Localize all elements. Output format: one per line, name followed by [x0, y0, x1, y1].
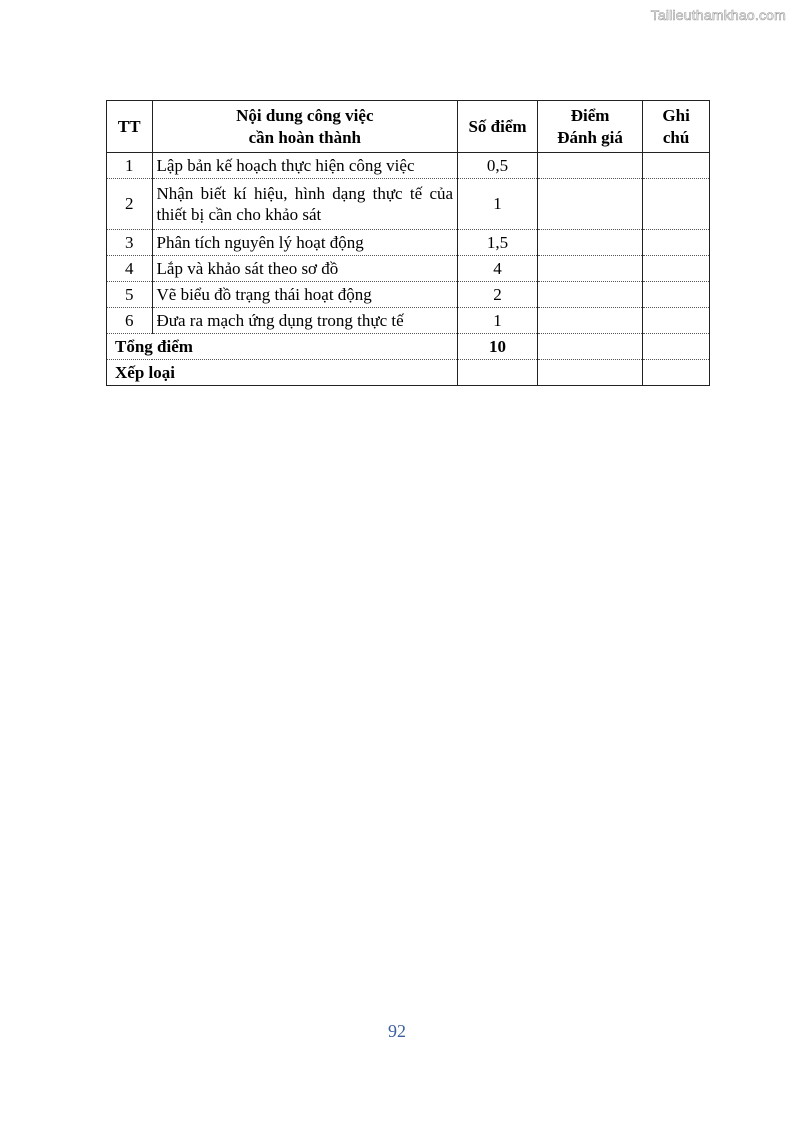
row-evaluation [537, 282, 642, 308]
row-content: Đưa ra mạch ứng dụng trong thực tế [152, 308, 458, 334]
row-index: 6 [107, 308, 153, 334]
row-points: 0,5 [458, 153, 538, 179]
row-evaluation [537, 256, 642, 282]
row-evaluation [537, 308, 642, 334]
total-label: Tổng điểm [107, 334, 458, 360]
grade-points [458, 360, 538, 386]
total-note [643, 334, 710, 360]
total-row [107, 334, 710, 360]
row-note [643, 282, 710, 308]
header-content [152, 101, 458, 153]
row-note [643, 179, 710, 230]
row-note [643, 308, 710, 334]
table-row [107, 256, 710, 282]
header-note-line1: Ghi [662, 106, 690, 126]
row-content: Nhận biết kí hiệu, hình dạng thực tế của thiết bị cần cho khảo sát [152, 179, 458, 230]
row-points: 4 [458, 256, 538, 282]
table-header-row [107, 101, 710, 153]
header-tt: TT [107, 101, 153, 153]
header-points: Số điểm [458, 101, 538, 153]
row-evaluation [537, 153, 642, 179]
header-note [643, 101, 710, 153]
header-eval-line1: Điểm [570, 106, 610, 126]
header-note-line2: chú [662, 127, 690, 147]
row-content: Phân tích nguyên lý hoạt động [152, 230, 458, 256]
grade-label: Xếp loại [107, 360, 458, 386]
row-index: 3 [107, 230, 153, 256]
row-evaluation [537, 230, 642, 256]
row-note [643, 230, 710, 256]
total-evaluation [537, 334, 642, 360]
row-points: 1 [458, 308, 538, 334]
row-points: 2 [458, 282, 538, 308]
header-evaluation [537, 101, 642, 153]
row-points: 1,5 [458, 230, 538, 256]
row-index: 4 [107, 256, 153, 282]
row-points: 1 [458, 179, 538, 230]
grade-evaluation [537, 360, 642, 386]
table-row [107, 153, 710, 179]
header-eval-line2: Đánh giá [557, 127, 623, 147]
grade-note [643, 360, 710, 386]
grade-row [107, 360, 710, 386]
row-index: 2 [107, 179, 153, 230]
row-note [643, 153, 710, 179]
row-index: 5 [107, 282, 153, 308]
page-number: 92 [388, 1021, 406, 1041]
watermark: Tailieuthamkhao.com [650, 7, 786, 23]
row-note [643, 256, 710, 282]
total-points: 10 [458, 334, 538, 360]
table-row [107, 308, 710, 334]
evaluation-table [106, 100, 710, 386]
header-content-line1: Nội dung công việc [236, 106, 374, 126]
row-evaluation [537, 179, 642, 230]
table-row [107, 179, 710, 230]
row-content: Vẽ biểu đồ trạng thái hoạt động [152, 282, 458, 308]
row-content: Lập bản kế hoạch thực hiện công việc [152, 153, 458, 179]
table-row [107, 230, 710, 256]
table-row [107, 282, 710, 308]
row-content: Lắp và khảo sát theo sơ đồ [152, 256, 458, 282]
header-content-line2: cần hoàn thành [248, 127, 361, 147]
row-index: 1 [107, 153, 153, 179]
